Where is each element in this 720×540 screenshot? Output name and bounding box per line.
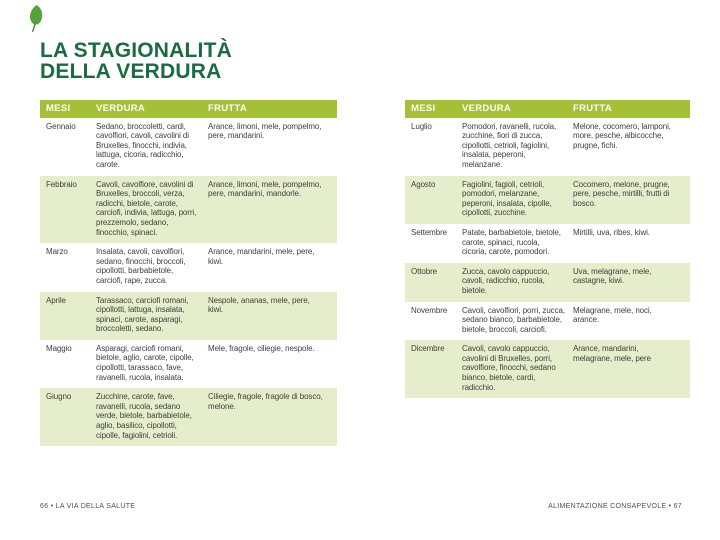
month-cell: Dicembre [411,344,445,354]
table-row [405,224,690,263]
table-row [40,388,337,446]
verdura-cell: Tarassaco, carciofi romani, cipollotti, lattuga, insalata, spinaci, carote, asparagi, broccoletti, sedano. [96,295,189,334]
month-cell: Luglio [411,121,432,131]
table-row [40,340,337,388]
frutta-cell: Nespole, ananas, mele, pere, kiwi. [208,295,310,315]
header-mesi: MESI [40,100,96,118]
verdura-cell: Pomodori, ravanelli, rucola, zucchine, fiori di zucca, cipollotti, cetrioli, fagiolini, insalata, peperoni, melanzane. [462,121,557,169]
verdura-cell: Zucchine, carote, fave, ravanelli, rucola, sedano verde, bietole, barbabietole, aglio, basilico, cipollotti, cipolle, fagiolini, cetrioli. [96,392,192,440]
table-row [405,263,690,302]
verdura-cell: Zucca, cavolo cappuccio, cavoli, radicchio, rucola, bietole. [462,266,550,295]
verdura-cell: Patate, barbabietole, bietole, carote, spinaci, rucola, cicoria, carote, pomodori. [462,227,561,257]
table-row [405,340,690,398]
month-cell: Settembre [411,227,448,237]
header-verdura: VERDURA [96,100,208,118]
month-cell: Febbraio [46,179,77,189]
page-title-line2: DELLA VERDURA [40,60,222,83]
frutta-cell: Melagrane, mele, noci, arance. [573,305,652,325]
month-cell: Marzo [46,247,68,257]
verdura-cell: Insalata, cavoli, cavolfiori, sedano, finocchi, broccoli, cipollotti, barbabietole, carciofi, rape, zucca. [96,247,186,285]
table-row [405,118,690,176]
header-frutta: FRUTTA [573,100,690,118]
verdura-cell: Cavoli, cavolfiori, porri, zucca, sedano bianco, barbabietole, bietole, broccoli, carciofi. [462,305,565,334]
month-cell: Novembre [411,305,448,315]
table-row [40,243,337,291]
page-title-line1: LA STAGIONALITÀ [40,39,232,62]
frutta-cell: Arance, limoni, mele, pompelmo, pere, mandarini, mandorle. [208,179,322,199]
month-cell: Ottobre [411,266,437,276]
table-row [405,176,690,224]
frutta-cell: Melone, cocomero, lamponi, more, pesche, albicocche, prugne, fichi. [573,121,671,150]
month-cell: Gennaio [46,121,76,131]
table-row [40,118,337,176]
header-frutta: FRUTTA [208,100,337,118]
verdura-cell: Fagiolini, fagioli, cetrioli, pomodori, melanzane, peperoni, insalata, cipolle, cipollotti, zucchine. [462,179,552,218]
frutta-cell: Mele, fragole, ciliegie, nespole. [208,343,315,353]
month-cell: Maggio [46,343,72,353]
footer-page-left: 66 • LA VIA DELLA SALUTE [40,503,136,510]
seasonality-table-left [40,100,337,446]
frutta-cell: Arance, mandarini, mele, pere, kiwi. [208,247,315,266]
month-cell: Giugno [46,392,72,402]
frutta-cell: Ciliegie, fragole, fragole di bosco, melone. [208,392,323,411]
frutta-cell: Mirtilli, uva, ribes, kiwi. [573,227,650,237]
frutta-cell: Arance, limoni, mele, pompelmo, pere, mandarini. [208,121,322,141]
header-mesi: MESI [405,100,462,118]
leaf-icon [26,4,45,32]
month-cell: Agosto [411,179,436,189]
footer-page-right: ALIMENTAZIONE CONSAPEVOLE • 67 [548,503,682,510]
table-header-row [40,100,337,118]
frutta-cell: Arance, mandarini, melagrane, mele, pere [573,344,651,363]
verdura-cell: Asparagi, carciofi romani, bietole, aglio, carote, cipolle, cipollotti, tarassaco, fave, ravanelli, rucola, insalata. [96,343,194,382]
table-row [40,176,337,244]
table-row [40,292,337,340]
frutta-cell: Cocomero, melone, prugne, pere, pesche, mirtilli, frutti di bosco. [573,179,670,208]
verdura-cell: Sedano, broccoletti, cardi, cavolfiori, cavoli, cavolini di Bruxelles, finocchi, indivia, lattuga, cicoria, radicchio, carote. [96,121,189,169]
page-title [40,40,232,82]
header-verdura: VERDURA [462,100,573,118]
table-header-row [405,100,690,118]
verdura-cell: Cavoli, cavolo cappuccio, cavolini di Bruxelles, porri, cavolfiore, finocchi, sedano bianco, bietole, cardi, radicchio. [462,344,556,392]
frutta-cell: Uva, melagrane, mele, castagne, kiwi. [573,266,652,286]
month-cell: Aprile [46,295,66,305]
verdura-cell: Cavoli, cavolfiore, cavolini di Bruxelles, broccoli, verza, radicchi, bietole, carote, carciofi, indivia, lattuga, porri, prezzemolo, sedano, finocchio, spinaci. [96,179,197,237]
seasonality-table-right [405,100,690,398]
table-row [405,302,690,341]
